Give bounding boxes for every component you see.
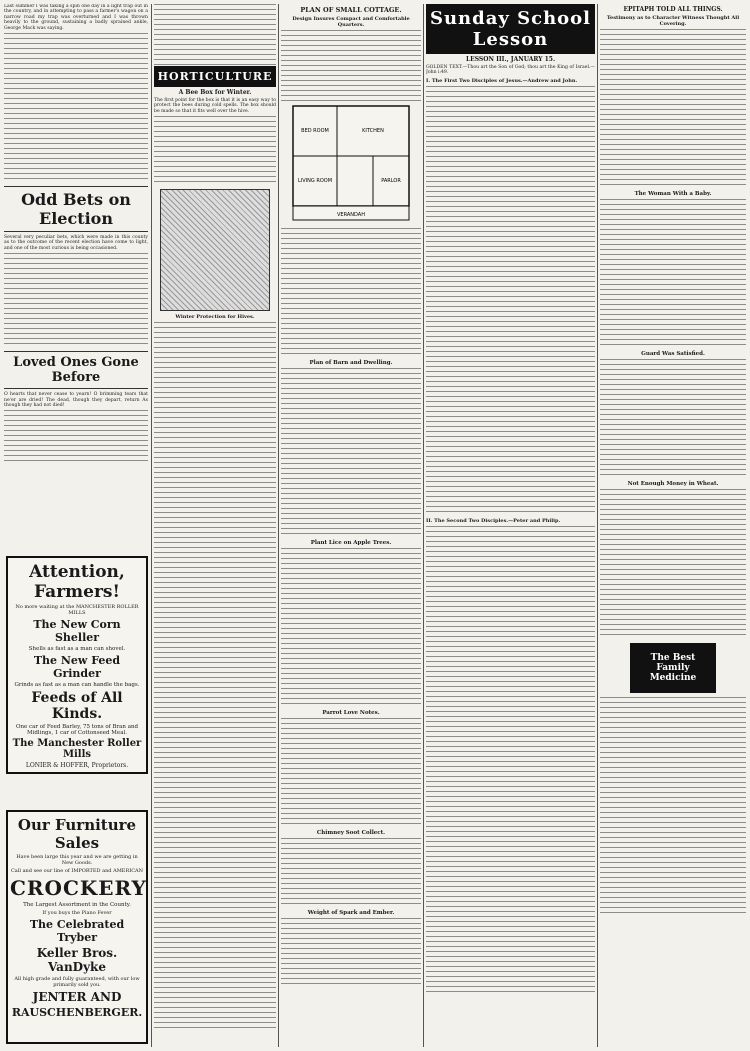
figure-caption: Winter Protection for Hives. bbox=[175, 314, 255, 321]
horticulture-banner: HORTICULTURE bbox=[154, 66, 276, 87]
column-3 bbox=[281, 4, 421, 1047]
article-text-block bbox=[154, 4, 276, 66]
article-subtitle: Design Insures Compact and Comfortable Quarters. bbox=[292, 16, 410, 28]
subheading: Plan of Barn and Dwelling. bbox=[309, 360, 393, 366]
ad-title: Attention, Farmers! bbox=[29, 562, 125, 602]
subheading: Chimney Soot Collect. bbox=[316, 830, 386, 836]
subheading: A Bee Box for Winter. bbox=[178, 89, 252, 96]
subheading: Guard Was Satisfied. bbox=[641, 351, 705, 357]
ad-attention-farmers: Attention, Farmers! No more waiting at the MANCHESTER ROLLER MILLS The New Corn Sheller Shells as fast as a man can shovel. The New Feed Grinder Grinds as fast as a man can handle the bags. Feeds of All Kinds. One car of Feed Barley, 75 tons of Bran and Midlings, 1 car of Cottonseed Meal. The Manchester Roller Mills LONIER & HOFFER, Proprietors. bbox=[6, 556, 148, 774]
column-rule bbox=[278, 4, 279, 1047]
column-rule bbox=[597, 4, 598, 1047]
ad-furniture-sales: Our Furniture Sales Have been large this year and we are getting in New Goods. Call and see our line of IMPORTED and AMERICAN CROCKERY The Largest Assortment in the County. If you buys the Piano Fever The Celebrated Tryber Keller Bros. VanDyke All high grade and fully guaranteed, with our low primarily sold you. JENTER AND RAUSCHENBERGER. bbox=[6, 810, 148, 1044]
golden-text: GOLDEN TEXT.—Thou art the Son of God; thou art the King of Israel.—John i:49. bbox=[426, 65, 595, 76]
poem-block bbox=[4, 410, 148, 465]
subheading: I. The First Two Disciples of Jesus.—Andrew and John. bbox=[426, 77, 578, 84]
headline-loved-ones: Loved Ones Gone Before bbox=[13, 355, 139, 386]
column-4 bbox=[426, 4, 595, 1047]
floor-plan-diagram bbox=[281, 102, 421, 224]
article-title: PLAN OF SMALL COTTAGE. bbox=[300, 6, 402, 14]
plan-living-label: LIVING ROOM bbox=[297, 178, 333, 184]
column-5 bbox=[600, 4, 746, 1047]
plan-bedroom-label: BED ROOM bbox=[301, 128, 329, 134]
medicine-ad: The Best Family Medicine bbox=[630, 643, 716, 693]
article-subtitle: Testimony as to Character Witness Thought All Covering. bbox=[606, 15, 740, 27]
sunday-school-banner: Sunday School Lesson bbox=[426, 4, 595, 54]
subheading: Weight of Spark and Ember. bbox=[307, 910, 395, 916]
column-rule bbox=[423, 4, 424, 1047]
article-text: Several very peculiar bets, which were made in this county as to the outcome of the recent election have come to light, and one of the most curious is being occasioned. bbox=[4, 235, 148, 251]
headline-odd-bets: Odd Bets on Election bbox=[21, 190, 131, 229]
subheading: Not Enough Money in Wheat. bbox=[627, 481, 719, 487]
lesson-number: LESSON III., JANUARY 15. bbox=[465, 56, 556, 63]
column-rule bbox=[151, 4, 152, 1047]
plan-kitchen-label: KITCHEN bbox=[362, 128, 384, 134]
plan-parlor-label: PARLOR bbox=[381, 178, 401, 184]
article-text: Last summer I was taking a spin one day in a light trap out in the country, and in attempting to pass a farmer's wagon on a narrow road my trap was overturned and I was thrown heavily to the ground, sustaining a badly sprained ankle, George Mack was saying. bbox=[4, 4, 148, 31]
subheading: II. The Second Two Disciples.—Peter and Philip. bbox=[426, 517, 561, 524]
article-text-block bbox=[4, 253, 148, 348]
ad-title: Our Furniture Sales bbox=[17, 816, 137, 852]
article-text-block bbox=[4, 33, 148, 183]
hive-illustration bbox=[160, 189, 270, 311]
article-text-block bbox=[154, 322, 276, 1032]
subheading: Plant Lice on Apple Trees. bbox=[310, 540, 392, 546]
subheading: The Woman With a Baby. bbox=[634, 191, 712, 197]
poem-text: O hearts that never cease to yearn! O brimming tears that ne'er are dried! The dead, though they depart, return As though they had not died! bbox=[4, 392, 148, 409]
subheading: Parrot Love Notes. bbox=[322, 710, 380, 716]
article-title: EPITAPH TOLD ALL THINGS. bbox=[623, 6, 723, 13]
column-2: HORTICULTURE A Bee Box for Winter. The first point for the box is that it is an easy way to protect the bees during cold spells. The box should be made so that it fits well over the hive. Winter Protection for Hives. bbox=[154, 4, 276, 1047]
plan-verandah-label: VERANDAH bbox=[337, 212, 365, 218]
